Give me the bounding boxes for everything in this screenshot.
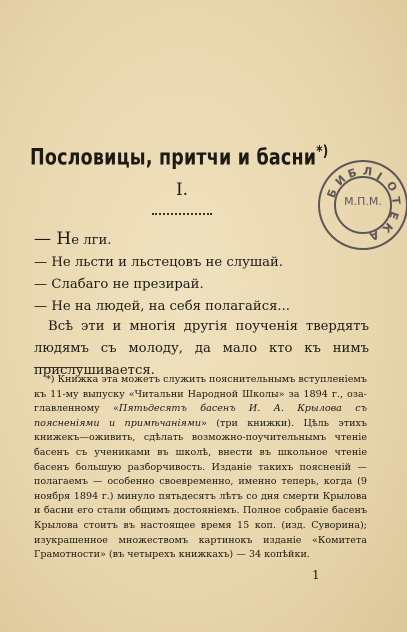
maxim-text: Не на людей, на себя полагайся...	[51, 299, 290, 314]
stamp-ring-letter: Л	[362, 164, 373, 179]
maxim-line	[34, 252, 369, 274]
maxims-list	[34, 228, 369, 318]
maxim-text: Слабаго не презирай.	[51, 277, 204, 292]
section-divider	[152, 213, 212, 215]
maxim-lead: —	[34, 299, 52, 314]
maxim-line	[34, 274, 369, 296]
page-number: 1	[312, 568, 320, 582]
stamp-ring-letter: К	[379, 219, 395, 236]
stamp-ring-letter: Т	[388, 196, 403, 206]
stamp-ring-letter: И	[332, 173, 349, 189]
maxim-text: Не льсти и льстецовъ не слушай.	[51, 255, 283, 270]
maxim-lead: — Н	[34, 229, 72, 249]
stamp-ring-letter: I	[373, 169, 384, 184]
page-title	[30, 142, 360, 171]
stamp-ring-letter: Б	[346, 165, 359, 181]
footnote-text-1: *) Книжка эта можетъ служить пояснительнымъ вступленiемъ къ 11-му выпуску «Читальни Народной Школы» за 1894 г., озаглавленному «	[34, 374, 367, 415]
library-stamp	[318, 160, 407, 250]
section-numeral: I.	[175, 180, 189, 200]
body-paragraph: Всѣ эти и многiя другiя поученiя твердятъ людямъ съ молоду, да мало кто къ нимъ прислушивается.	[34, 319, 369, 378]
maxim-text: е лги.	[71, 233, 112, 248]
maxim-line	[34, 228, 369, 252]
footnote-text-2: » (три книжки). Цѣль этихъ книжекъ—оживить, сдѣлать возможно-поучительнымъ чтенiе басенъ съ учениками въ школѣ, внести въ школьное чтенiе басенъ большую разборчивость. Изданiе такихъ поясненiй — полагаемъ — особенно своевременно, именно теперь, когда (9 ноября 1894 г.) минуло пятьдесятъ лѣтъ со дня смерти Крылова и басни его стали общимъ достоянiемъ. Полное собранiе басенъ Крылова стоитъ въ настоящее время 15 коп. (изд. Суворина); изукрашенное множествомъ картинокъ изданiе «Комитета Грамотности» (въ четырехъ книжкахъ) — 34 копѣйки.	[34, 417, 367, 561]
footnote	[34, 373, 367, 563]
stamp-ring-text	[320, 162, 406, 248]
maxim-line	[34, 296, 369, 318]
stamp-ring-letter: Е	[386, 209, 402, 221]
footnote-mark: *)	[316, 142, 329, 160]
stamp-center-text: М.П.М.	[344, 195, 382, 208]
maxim-lead: —	[34, 277, 52, 292]
footnote-italic-title: Пятьдесятъ басенъ И. А. Крылова съ поясненiями и примѣчанiями	[34, 403, 368, 429]
stamp-ring-letter: О	[383, 179, 400, 195]
stamp-ring-letter: Б	[324, 187, 340, 200]
maxim-lead: —	[34, 255, 52, 270]
title-text: Пословицы, притчи и басни	[30, 145, 317, 171]
footnote-rule	[34, 367, 82, 368]
stamp-ring-letter: А	[368, 227, 381, 244]
